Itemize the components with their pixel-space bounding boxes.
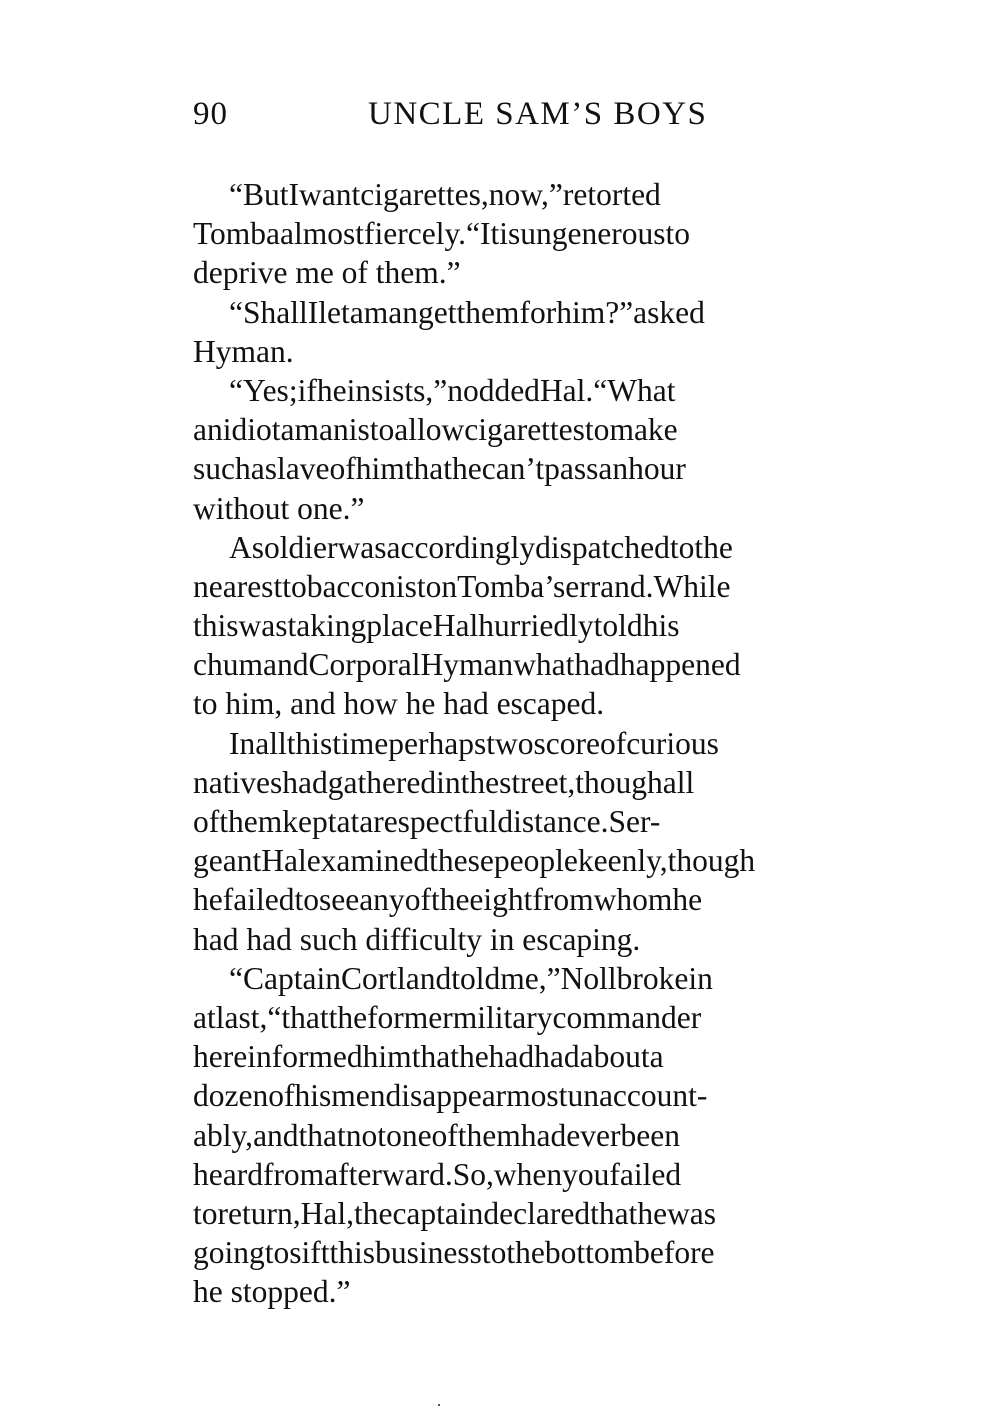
text-line: nearesttobacconistonTomba’serrand.While	[193, 568, 731, 604]
text-line: hefailedtoseeanyoftheeightfromwhomhe	[193, 882, 703, 918]
text-line: heardfromafterward.So,whenyoufailed	[193, 1156, 682, 1192]
text-line: dozenofhismendisappearmostunaccount-	[193, 1078, 708, 1114]
text-line: Inallthistimeperhapstwoscoreofcurious	[229, 725, 719, 761]
text-line: ably,andthatnotoneofthemhadeverbeen	[193, 1117, 680, 1153]
text-line: deprive me of them.”	[193, 255, 461, 291]
running-head: UNCLE SAM’S BOYS	[368, 96, 708, 132]
text-line: “ShallIletamangetthemforhim?”asked	[229, 294, 705, 330]
text-line: chumandCorporalHymanwhathadhappened	[193, 647, 741, 683]
text-line: had had such difficulty in escaping.	[193, 921, 641, 957]
text-line: hereinformedhimthathehadhadabouta	[193, 1039, 664, 1075]
text-line: geantHalexaminedthesepeoplekeenly,though	[193, 843, 756, 879]
text-line: “Yes;ifheinsists,”noddedHal.“What	[229, 372, 676, 408]
text-line: “ButIwantcigarettes,now,”retorted	[229, 177, 661, 212]
print-speck	[438, 1404, 440, 1406]
text-line: he stopped.”	[193, 1274, 351, 1310]
text-line: to him, and how he had escaped.	[193, 686, 605, 722]
body-text	[193, 175, 913, 1311]
text-line: Hyman.	[193, 333, 294, 369]
text-line: ofthemkeptatarespectfuldistance.Ser-	[193, 804, 661, 839]
text-line: suchaslaveofhimthathecan’tpassanhour	[193, 451, 686, 487]
text-line: Tombaalmostfiercely.“Itisungenerousto	[193, 216, 691, 252]
text-line: “CaptainCortlandtoldme,”Nollbrokein	[229, 960, 713, 996]
text-line: toreturn,Hal,thecaptaindeclaredthathewas	[193, 1195, 717, 1231]
text-line: goingtosiftthisbusinesstothebottombefore	[193, 1235, 715, 1271]
text-line: atlast,“thattheformermilitarycommander	[193, 999, 702, 1035]
text-line: anidiotamanistoallowcigarettestomake	[193, 412, 678, 448]
text-line: thiswastakingplaceHalhurriedlytoldhis	[193, 608, 680, 644]
page-header	[193, 96, 753, 140]
text-line: nativeshadgatheredinthestreet,thoughall	[193, 764, 695, 800]
text-line: Asoldierwasaccordinglydispatchedtothe	[229, 529, 733, 565]
text-line: without one.”	[193, 490, 365, 526]
page-number: 90	[193, 96, 228, 132]
